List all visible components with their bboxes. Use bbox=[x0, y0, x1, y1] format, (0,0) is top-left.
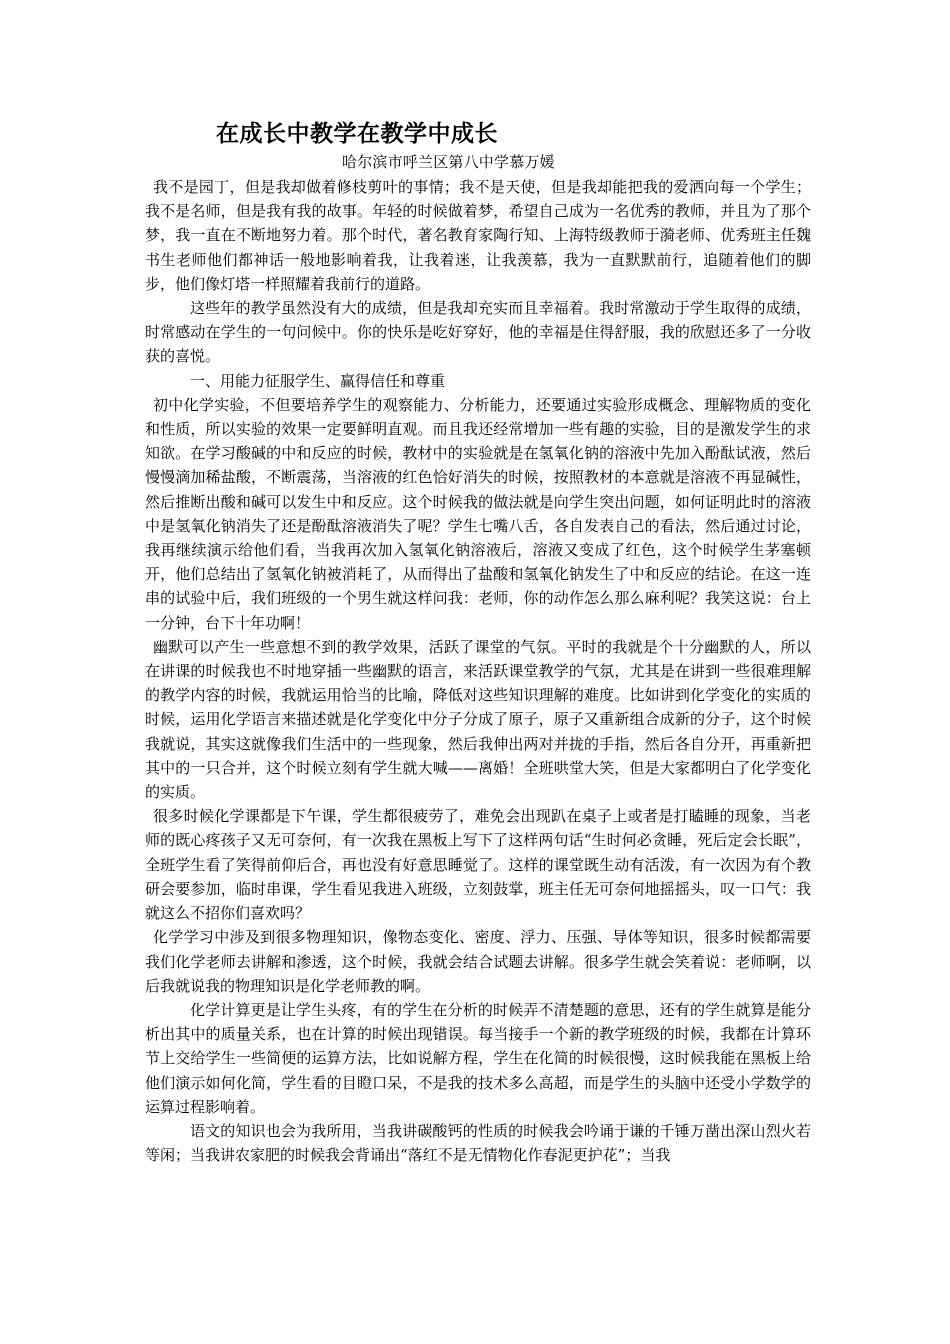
paragraph-calculation: 化学计算更是让学生头疼，有的学生在分析的时候弄不清楚题的意思，还有的学生就算是能分析出其中的质量关系，也在计算的时候出现错误。每当接手一个新的教学班级的时候，我都在计算环节上交给学生一些简便的运算方法，比如说解方程，学生在化简的时候很慢，这时候我能在黑板上给他们演示如何化简，学生看的目瞪口呆，不是我的技术多么高超，而是学生的头脑中还受小学数学的运算过程影响着。 bbox=[145, 1000, 811, 1116]
paragraph-intro: 我不是园丁，但是我却做着修枝剪叶的事情；我不是天使，但是我却能把我的爱洒向每一个学生；我不是名师，但是我有我的故事。年轻的时候做着梦，希望自己成为一名优秀的教师，并且为了那个梦，我一直在不断地努力着。那个时代，著名教育家陶行知、上海特级教师于漪老师、优秀班主任魏书生老师他们都神话一般地影响着我，让我着迷，让我羡慕，我为一直默默前行，追随着他们的脚步，他们像灯塔一样照耀着我前行的道路。 bbox=[145, 178, 811, 293]
paragraph-physics: 化学学习中涉及到很多物理知识，像物态变化、密度、浮力、压强、导体等知识，很多时候都需要我们化学老师去讲解和渗透，这个时候，我就会结合试题去讲解。很多学生就会笑着说：老师啊，以后我就说我的物理知识是化学老师教的啊。 bbox=[145, 928, 811, 995]
document-title: 在成长中教学在教学中成长 bbox=[216, 121, 498, 147]
paragraph-afternoon-class: 很多时候化学课都是下午课，学生都很疲劳了，难免会出现趴在桌子上或者是打瞌睡的现象，当老师的既心疼孩子又无可奈何，有一次我在黑板上写下了这样两句话“生时何必贪睡，死后定会长眠”，全班学生看了笑得前仰后合，再也没有好意思睡觉了。这样的课堂既生动有活泼，有一次因为有个教研会要参加，临时串课，学生看见我进入班级，立刻鼓掌，班主任无可奈何地摇摇头，叹一口气：我就这么不招你们喜欢吗？ bbox=[145, 807, 811, 923]
document-author: 哈尔滨市呼兰区第八中学慕万媛 bbox=[342, 153, 555, 171]
paragraph-experiment: 初中化学实验，不但要培养学生的观察能力、分析能力，还要通过实验形成概念、理解物质的变化和性质，所以实验的效果一定要鲜明直观。而且我还经常增加一些有趣的实验，目的是激发学生的求知欲。在学习酸碱的中和反应的时候，教材中的实验就是在氢氧化钠的溶液中先加入酚酞试液，然后慢慢滴加稀盐酸，不断震荡，当溶液的红色恰好消失的时候，按照教材的本意就是溶液不再显碱性，然后推断出酸和碱可以发生中和反应。这个时候我的做法就是向学生突出问题，如何证明此时的溶液中是氢氧化钠消失了还是酚酞溶液消失了呢？学生七嘴八舌，各自发表自己的看法，然后通过讨论，我再继续演示给他们看，当我再次加入氢氧化钠溶液后，溶液又变成了红色，这个时候学生茅塞顿开，他们总结出了氢氧化钠被消耗了，从而得出了盐酸和氢氧化钠发生了中和反应的结论。在这一连串的试验中后，我们班级的一个男生就这样问我：老师，你的动作怎么那么麻利呢？我笑这说：台上一分钟，台下十年功啊！ bbox=[145, 395, 811, 632]
paragraph-humor: 幽默可以产生一些意想不到的教学效果，活跃了课堂的气氛。平时的我就是个十分幽默的人，所以在讲课的时候我也不时地穿插一些幽默的语言，来活跃课堂教学的气氛，尤其是在讲到一些很难理解的教学内容的时候，我就运用恰当的比喻，降低对这些知识理解的难度。比如讲到化学变化的实质的时候，运用化学语言来描述就是化学变化中分子分成了原子，原子又重新组合成新的分子，这个时候我就说，其实这就像我们生活中的一些现象，然后我伸出两对并拢的手指，然后各自分开，再重新把其中的一只合并，这个时候立刻有学生就大喊——离婚！全班哄堂大笑，但是大家都明白了化学变化的实质。 bbox=[145, 637, 811, 802]
paragraph-chinese-knowledge: 语文的知识也会为我所用，当我讲碳酸钙的性质的时候我会吟诵于谦的千锤万凿出深山烈火若等闲；当我讲农家肥的时候我会背诵出“落红不是无情物化作春泥更护花”；当我 bbox=[145, 1121, 811, 1165]
paragraph-reflection: 这些年的教学虽然没有大的成绩，但是我却充实而且幸福着。我时常激动于学生取得的成绩，时常感动在学生的一句问候中。你的快乐是吃好穿好，他的幸福是住得舒服，我的欣慰还多了一分收获的喜悦。 bbox=[145, 299, 811, 366]
section-heading: 一、用能力征服学生、赢得信任和尊重 bbox=[190, 371, 446, 390]
document-body bbox=[145, 118, 811, 1167]
